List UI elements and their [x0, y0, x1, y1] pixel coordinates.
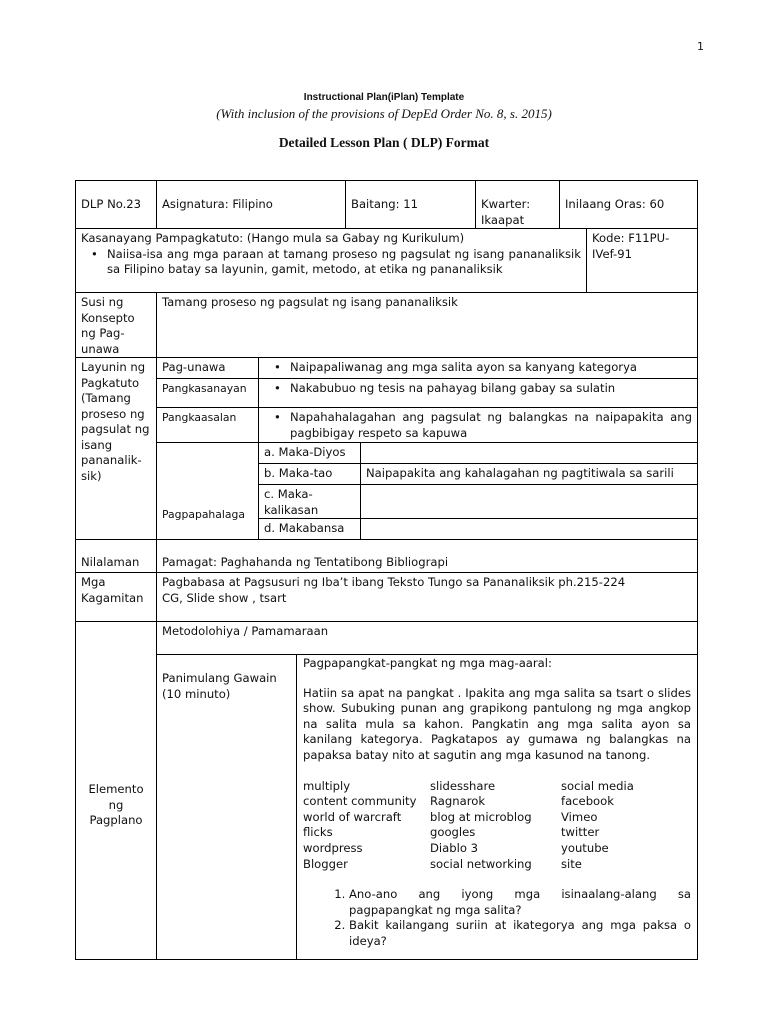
materials-label: Mga Kagamitan [75, 572, 157, 622]
key-concept-value: Tamang proseso ng pagsulat ng isang pananaliksik [156, 292, 698, 358]
intro-activity-label [156, 654, 297, 960]
word-cell: multiply [303, 778, 351, 793]
content-value: Pamagat: Paghahanda ng Tentatibong Bibliograpi [156, 539, 698, 573]
word-cell: blog at microblog [430, 809, 532, 824]
intro-activity-title: Panimulang Gawain [162, 671, 277, 685]
intro-activity-time: (10 minuto) [162, 686, 231, 701]
materials-line: CG, Slide show , tsart [162, 590, 287, 605]
values-label: Pagpapahalaga [156, 442, 259, 540]
word-row [303, 794, 691, 810]
word-cell: Ragnarok [430, 794, 486, 809]
objective-skill-label: Pangkasanayan [156, 378, 259, 408]
word-cell: googles [430, 825, 476, 840]
grade-level: Baitang: 11 [345, 180, 476, 229]
competency-code: Kode: F11PU-IVef-91 [586, 228, 698, 293]
objective-skill-text: • Nakabubuo ng tesis na pahayag bilang gabay sa sulatin [264, 381, 692, 397]
word-cell: flicks [303, 825, 333, 840]
word-cell: content community [303, 794, 417, 809]
value-label: c. Maka-kalikasan [258, 484, 361, 519]
planning-element-label: Elemento ng Pagplano [75, 621, 157, 960]
page-number: 1 [697, 40, 704, 53]
template-title: Instructional Plan(iPlan) Template [303, 92, 465, 103]
word-cell: slidesshare [430, 778, 496, 793]
word-cell: social networking [430, 856, 532, 871]
value-text [360, 484, 698, 519]
objective-understanding [258, 357, 698, 379]
objective-attitude-text: • Napahahalagahan ang pagsulat ng balangkas na naipapakita ang pagbibigay respeto sa kapuwa [264, 410, 692, 441]
word-cell: Diablo 3 [430, 840, 478, 855]
word-cell: youtube [561, 840, 609, 855]
value-label: d. Makabansa [258, 518, 361, 540]
quarter: Kwarter: Ikaapat [475, 180, 560, 229]
word-row [303, 825, 691, 841]
learning-competency [75, 228, 587, 293]
word-cell: site [561, 856, 582, 871]
word-cell: facebook [561, 794, 614, 809]
subject: Asignatura: Filipino [156, 180, 346, 229]
word-cell: wordpress [303, 840, 363, 855]
question-item: 2. Bakit kailangang suriin at ikategorya ang mga paksa o ideya? [349, 918, 691, 949]
value-text [360, 442, 698, 464]
methodology-header: Metodolohiya / Pamamaraan [156, 621, 698, 655]
objective-attitude [258, 407, 698, 443]
template-subtitle: (With inclusion of the provisions of DepEd Order No. 8, s. 2015) [216, 106, 552, 121]
word-cell: Vimeo [561, 809, 598, 824]
objectives-label: Layunin ng Pagkatuto (Tamang proseso ng pagsulat ng isang pananalik-sik) [75, 357, 157, 540]
value-label: b. Maka-tao [258, 463, 361, 485]
value-text [360, 518, 698, 540]
objective-attitude-label: Pangkaasalan [156, 407, 259, 443]
word-row [303, 779, 691, 795]
dlp-number: DLP No.23 [75, 180, 157, 229]
value-text: Naipapakita ang kahalagahan ng pagtitiwala sa sarili [360, 463, 698, 485]
competency-label: Kasanayang Pampagkatuto: (Hango mula sa Gabay ng Kurikulum) [81, 231, 465, 245]
objective-understanding-text: • Naipapaliwanag ang mga salita ayon sa kanyang kategorya [264, 360, 692, 376]
intro-activity-content [296, 654, 698, 960]
question-item: 1. Ano-ano ang iyong mga isinaalang-alang sa pagpapangkat ng mga salita? [349, 887, 691, 918]
value-label: a. Maka-Diyos [258, 442, 361, 464]
key-concept-label: Susi ng Konsepto ng Pag-unawa [75, 292, 157, 358]
competency-item: • Naiisa-isa ang mga paraan at tamang proseso ng pagsulat ng isang pananaliksik sa Filipino batay sa layunin, gamit, metodo, at etika ng pananaliksik [81, 247, 581, 278]
word-cell: social media [561, 778, 634, 793]
activity-instruction-title: Pagpapangkat-pangkat ng mga mag-aaral: [303, 656, 552, 670]
question-list [303, 887, 691, 949]
allotted-time: Inilaang Oras: 60 [559, 180, 698, 229]
word-cell: twitter [561, 825, 600, 840]
word-row [303, 810, 691, 826]
word-cell: world of warcraft [303, 809, 402, 824]
materials-value [156, 572, 698, 622]
word-box [303, 779, 691, 873]
document-title: Detailed Lesson Plan ( DLP) Format [278, 135, 490, 150]
objective-skill [258, 378, 698, 408]
word-row [303, 857, 691, 873]
word-row [303, 841, 691, 857]
materials-line: Pagbabasa at Pagsusuri ng Iba’t ibang Teksto Tungo sa Pananaliksik ph.215-224 [162, 575, 626, 589]
content-label: Nilalaman [75, 539, 157, 573]
word-cell: Blogger [303, 856, 348, 871]
activity-instruction: Hatiin sa apat na pangkat . Ipakita ang mga salita sa tsart o slides show. Subuking punan ang grapikong pantulong ng mga angkop na salita mula sa kahon. Pangkatin ang mga salita ayon sa kanilang kategorya. Pagkatapos ay gumawa ng balangkas na papaksa batay nito at sagutin ang mga kasunod na tanong. [303, 685, 691, 762]
objective-understanding-label: Pag-unawa [156, 357, 259, 379]
